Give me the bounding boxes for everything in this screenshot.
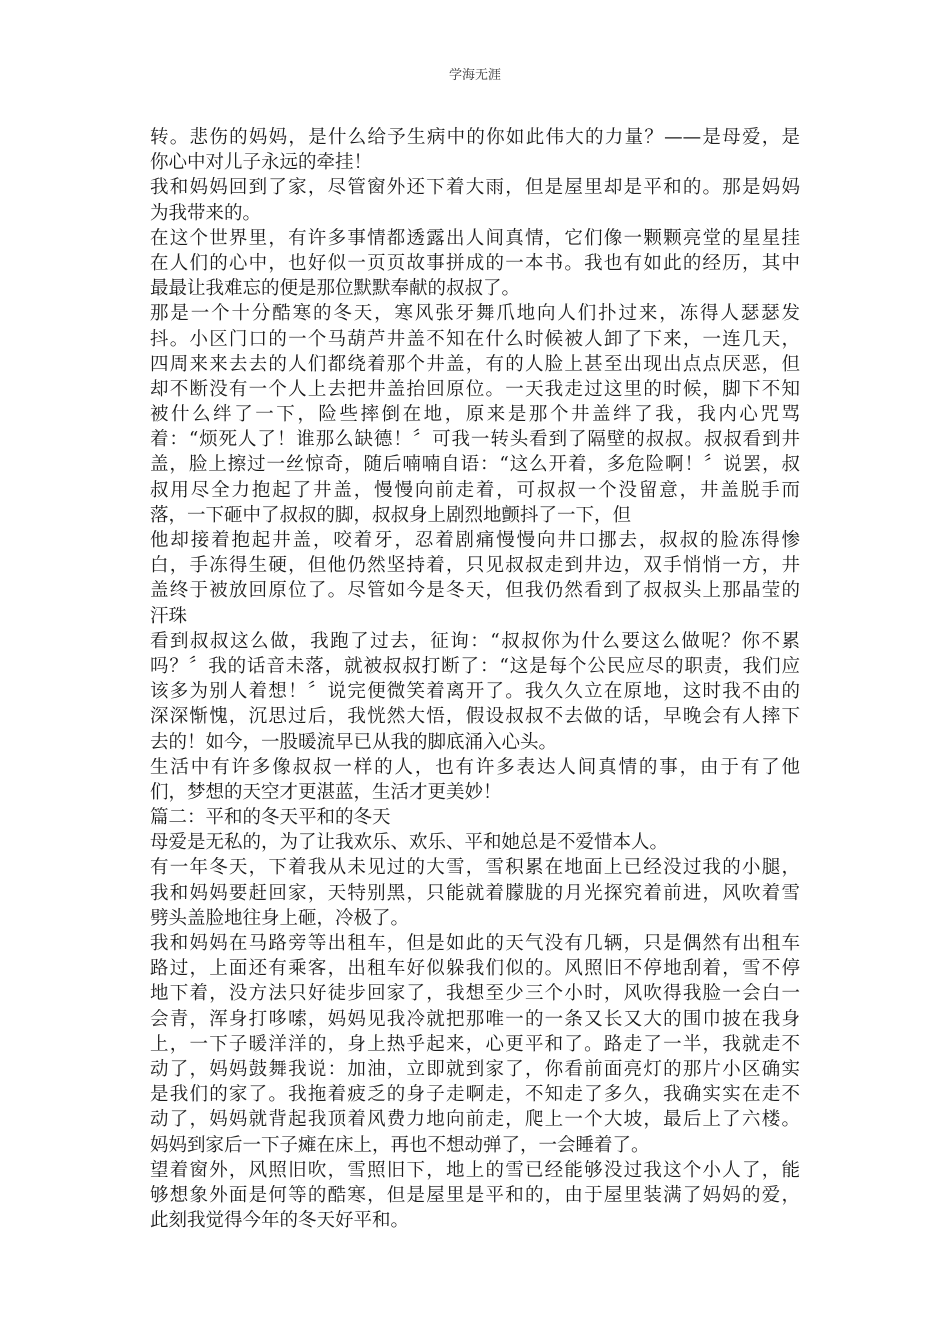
page-header: 学海无涯	[448, 68, 501, 83]
text-line: 生活中有许多像叔叔一样的人，也有许多表达人间真情的事，由于有了他	[150, 756, 800, 778]
text-line: 们，梦想的天空才更湛蓝，生活才更美妙！	[150, 781, 502, 803]
text-line: 最最让我难忘的便是那位默默奉献的叔叔了。	[150, 278, 521, 300]
text-line: 会青，浑身打哆嗦，妈妈见我冷就把那唯一的一条又长又大的围巾披在我身	[150, 1008, 800, 1030]
text-line: 在人们的心中，也好似一页页故事拼成的一本书。我也有如此的经历，其中	[150, 252, 800, 274]
text-line: 此刻我觉得今年的冬天好平和。	[150, 1210, 410, 1232]
text-line: 地下着，没方法只好徒步回家了，我想至少三个小时，风吹得我脸一会白一	[150, 983, 800, 1005]
text-line: 盖，脸上擦过一丝惊奇，随后喃喃自语：“这么开着，多危险啊！〞说罢，叔	[150, 454, 800, 476]
text-line: 篇二：平和的冬天平和的冬天	[150, 807, 391, 829]
text-line: 为我带来的。	[150, 202, 262, 224]
text-line: 落，一下砸中了叔叔的脚，叔叔身上剧烈地颤抖了一下，但	[150, 504, 632, 526]
text-line: 望着窗外，风照旧吹，雪照旧下，地上的雪已经能够没过我这个小人了，能	[150, 1159, 800, 1181]
text-line: 我和妈妈要赶回家，天特别黑，只能就着朦胧的月光探究着前进，风吹着雪	[150, 882, 800, 904]
text-line: 我和妈妈在马路旁等出租车，但是如此的天气没有几辆，只是偶然有出租车	[150, 933, 800, 954]
text-line: 抖。小区门口的一个马葫芦井盖不知在什么时候被人卸了下来，一连几天，	[150, 328, 800, 350]
text-line: 被什么绊了一下，险些摔倒在地，原来是那个井盖绊了我，我内心咒骂	[150, 404, 800, 426]
text-line: 我和妈妈回到了家，尽管窗外还下着大雨，但是屋里却是平和的。那是妈妈	[150, 177, 800, 199]
text-line: 深深惭愧，沉思过后，我恍然大悟，假设叔叔不去做的话，早晚会有人摔下	[150, 706, 800, 728]
text-line: 上，一下子暖洋洋的，身上热乎起来，心更平和了。路走了一半，我就走不	[150, 1033, 800, 1055]
text-line: 妈妈到家后一下子瘫在床上，再也不想动弹了，一会睡着了。	[150, 1134, 650, 1156]
text-line: 劈头盖脸地往身上砸，冷极了。	[150, 907, 410, 929]
text-line: 盖终于被放回原位了。尽管如今是冬天，但我仍然看到了叔叔头上那晶莹的	[150, 580, 800, 602]
text-line: 你心中对儿子永远的牵挂！	[150, 152, 373, 174]
text-line: 去的！如今，一股暖流早已从我的脚底涌入心头。	[150, 731, 558, 753]
text-line: 叔用尽全力抱起了井盖，慢慢向前走着，可叔叔一个没留意，井盖脱手而	[150, 479, 800, 501]
text-line: 够想象外面是何等的酷寒，但是屋里是平和的，由于屋里装满了妈妈的爱，	[150, 1184, 800, 1206]
text-line: 转。悲伤的妈妈，是什么给予生病中的你如此伟大的力量？——是母爱，是	[150, 127, 800, 148]
text-line: 却不断没有一个人上去把井盖抬回原位。一天我走过这里的时候，脚下不知	[150, 378, 800, 400]
text-line: 该多为别人着想！〞说完便微笑着离开了。我久久立在原地，这时我不由的	[150, 681, 800, 703]
text-line: 着：“烦死人了！谁那么缺德！〞可我一转头看到了隔壁的叔叔。叔叔看到井	[150, 429, 800, 451]
text-line: 母爱是无私的，为了让我欢乐、欢乐、平和她总是不爱惜本人。	[150, 832, 669, 854]
text-line: 在这个世界里，有许多事情都透露出人间真情，它们像一颗颗亮堂的星星挂	[150, 227, 800, 249]
text-line: 路过，上面还有乘客，出租车好似躲我们似的。风照旧不停地刮着，雪不停	[150, 958, 800, 980]
text-line: 看到叔叔这么做，我跑了过去，征询：“叔叔你为什么要这么做呢？你不累	[150, 630, 800, 652]
text-line: 那是一个十分酷寒的冬天，寒风张牙舞爪地向人们扑过来，冻得人瑟瑟发	[150, 303, 800, 325]
text-line: 四周来来去去的人们都绕着那个井盖，有的人脸上甚至出现出点点厌恶，但	[150, 353, 800, 375]
text-line: 动了，妈妈鼓舞我说：加油，立即就到家了，你看前面亮灯的那片小区确实	[150, 1058, 800, 1080]
document-body	[150, 125, 800, 1233]
text-line: 是我们的家了。我拖着疲乏的身子走啊走，不知走了多久，我确实实在走不	[150, 1084, 800, 1106]
text-line: 有一年冬天，下着我从未见过的大雪，雪积累在地面上已经没过我的小腿，	[150, 857, 800, 879]
text-line: 吗？〞我的话音未落，就被叔叔打断了：“这是每个公民应尽的职责，我们应	[150, 655, 800, 677]
text-line: 汗珠	[150, 605, 188, 627]
text-line: 他却接着抱起井盖，咬着牙，忍着剧痛慢慢向井口挪去，叔叔的脸冻得惨	[150, 530, 800, 551]
text-line: 动了，妈妈就背起我顶着风费力地向前走，爬上一个大坡，最后上了六楼。	[150, 1109, 800, 1131]
text-line: 白，手冻得生硬，但他仍然坚持着，只见叔叔走到井边，双手悄悄一方，井	[150, 555, 800, 577]
